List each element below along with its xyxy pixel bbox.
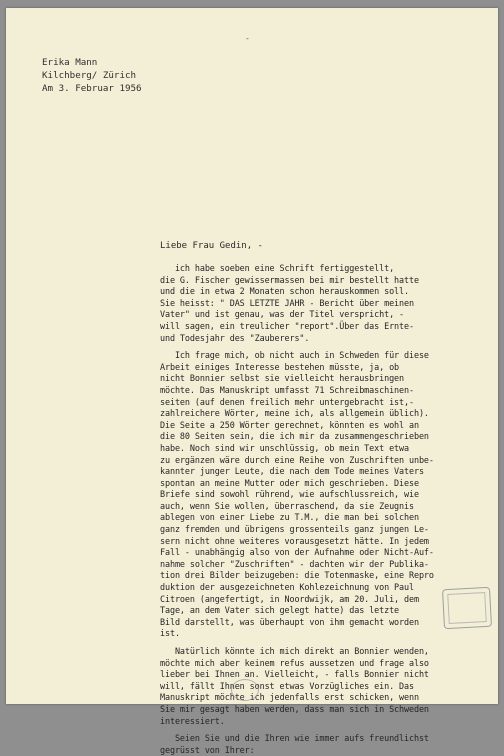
text-line: und Todesjahr des "Zauberers". bbox=[160, 332, 310, 343]
text-line: die G. Fischer gewissermassen bei mir bestellt hatte bbox=[160, 274, 419, 285]
text-line: Vater" und ist genau, was der Titel verspricht, - bbox=[160, 309, 405, 320]
text-line: seiten (auf denen freilich mehr untergebracht ist,- bbox=[160, 396, 414, 407]
text-line: zahlreichere Wörter, meine ich, als allgemein üblich). bbox=[160, 408, 429, 419]
text-line: Bild darstellt, was überhaupt von ihm gemacht worden bbox=[160, 616, 419, 627]
text-line: möchte. Das Manuskript umfasst 71 Schreibmaschinen- bbox=[160, 384, 414, 395]
text-line: Briefe sind sowohl rührend, wie aufschlussreich, wie bbox=[160, 489, 419, 500]
archive-stamp bbox=[442, 587, 492, 629]
text-line: sern nicht ohne weiteres vorausgesetzt hätte. In jedem bbox=[160, 535, 429, 546]
paragraph bbox=[160, 263, 496, 344]
header-line: Am 3. Februar 1956 bbox=[42, 83, 142, 94]
text-line: habe. Noch sind wir unschlüssig, ob mein Text etwa bbox=[160, 442, 409, 453]
letter-body bbox=[160, 240, 496, 756]
text-line: nicht Bonnier selbst sie vielleicht herausbringen bbox=[160, 373, 405, 384]
text-line: ganz fremden und übrigens grossenteils ganz jungen Le- bbox=[160, 524, 429, 535]
text-line: Manuskript möchte ich jedenfalls erst schicken, wenn bbox=[160, 692, 419, 703]
text-line: will, fällt Ihnen sonst etwas Vorzügliches ein. Das bbox=[160, 680, 414, 691]
text-line: Arbeit einiges Interesse bestehen müsste, ja, ob bbox=[160, 361, 400, 372]
text-line: duktion der ausgezeichneten Kohlezeichnung von Paul bbox=[160, 582, 414, 593]
text-line: spontan an meine Mutter oder mich geschrieben. Diese bbox=[160, 477, 419, 488]
text-line: tion drei Bilder beizugeben: die Totenmaske, eine Repro bbox=[160, 570, 434, 581]
text-line: ablegen von einer Liebe zu T.M., die man bei solchen bbox=[160, 512, 419, 523]
closing-line: gegrüsst von Ihrer: bbox=[160, 744, 255, 755]
closing bbox=[160, 733, 496, 756]
text-line: nahme solcher "Zuschriften" - dachten wir der Publika- bbox=[160, 558, 429, 569]
text-line: Sie mir gesagt haben werden, dass man sich in Schweden bbox=[160, 703, 429, 714]
closing-line: Seien Sie und die Ihren wie immer aufs freundlichst bbox=[160, 733, 429, 744]
text-line: und die in etwa 2 Monaten schon herauskommen soll. bbox=[160, 286, 409, 297]
text-line: lieber bei Ihnen an. Vielleicht, - falls Bonnier nicht bbox=[160, 669, 429, 680]
text-line: Tage, an dem Vater sich gelegt hatte) das letzte bbox=[160, 605, 400, 616]
text-line: will sagen, ein treulicher "report".Über das Ernte- bbox=[160, 320, 414, 331]
text-line: zu ergänzen wäre durch eine Reihe von Zuschriften unbe- bbox=[160, 454, 434, 465]
header-line: Kilchberg/ Zürich bbox=[42, 70, 137, 81]
paragraphs bbox=[160, 263, 496, 727]
text-line: Sie heisst: " DAS LETZTE JAHR - Bericht über meinen bbox=[160, 297, 414, 308]
archive-stamp-inner bbox=[447, 592, 487, 624]
page-number: - bbox=[245, 34, 250, 43]
text-line: Citroen (angefertigt, in Noordwijk, am 20. Juli, dem bbox=[160, 593, 419, 604]
text-line: Fall - unabhängig also von der Aufnahme oder Nicht-Auf- bbox=[160, 547, 434, 558]
text-line: Die Seite a 250 Wörter gerechnet, könnten es wohl an bbox=[160, 419, 419, 430]
letter-page bbox=[6, 8, 498, 755]
salutation: Liebe Frau Gedin, - bbox=[160, 241, 263, 251]
archive-seal bbox=[231, 679, 259, 701]
text-line: Natürlich könnte ich mich direkt an Bonnier wenden, bbox=[160, 646, 429, 656]
text-line: ich habe soeben eine Schrift fertiggestellt, bbox=[160, 263, 395, 273]
text-line: kannter junger Leute, die nach dem Tode meines Vaters bbox=[160, 466, 424, 477]
text-line: Ich frage mich, ob nicht auch in Schweden für diese bbox=[160, 350, 429, 361]
letter-header bbox=[42, 56, 142, 95]
text-line: auch, wenn Sie wollen, überraschend, da sie Zeugnis bbox=[160, 500, 414, 511]
text-line: möchte mich aber keinem refus aussetzen und frage also bbox=[160, 657, 429, 668]
paragraph bbox=[160, 646, 496, 727]
text-line: interessiert. bbox=[160, 715, 225, 726]
text-line: die 80 Seiten sein, die ich mir da zusammengeschrieben bbox=[160, 431, 429, 442]
header-line: Erika Mann bbox=[42, 57, 98, 68]
text-line: ist. bbox=[160, 628, 180, 639]
